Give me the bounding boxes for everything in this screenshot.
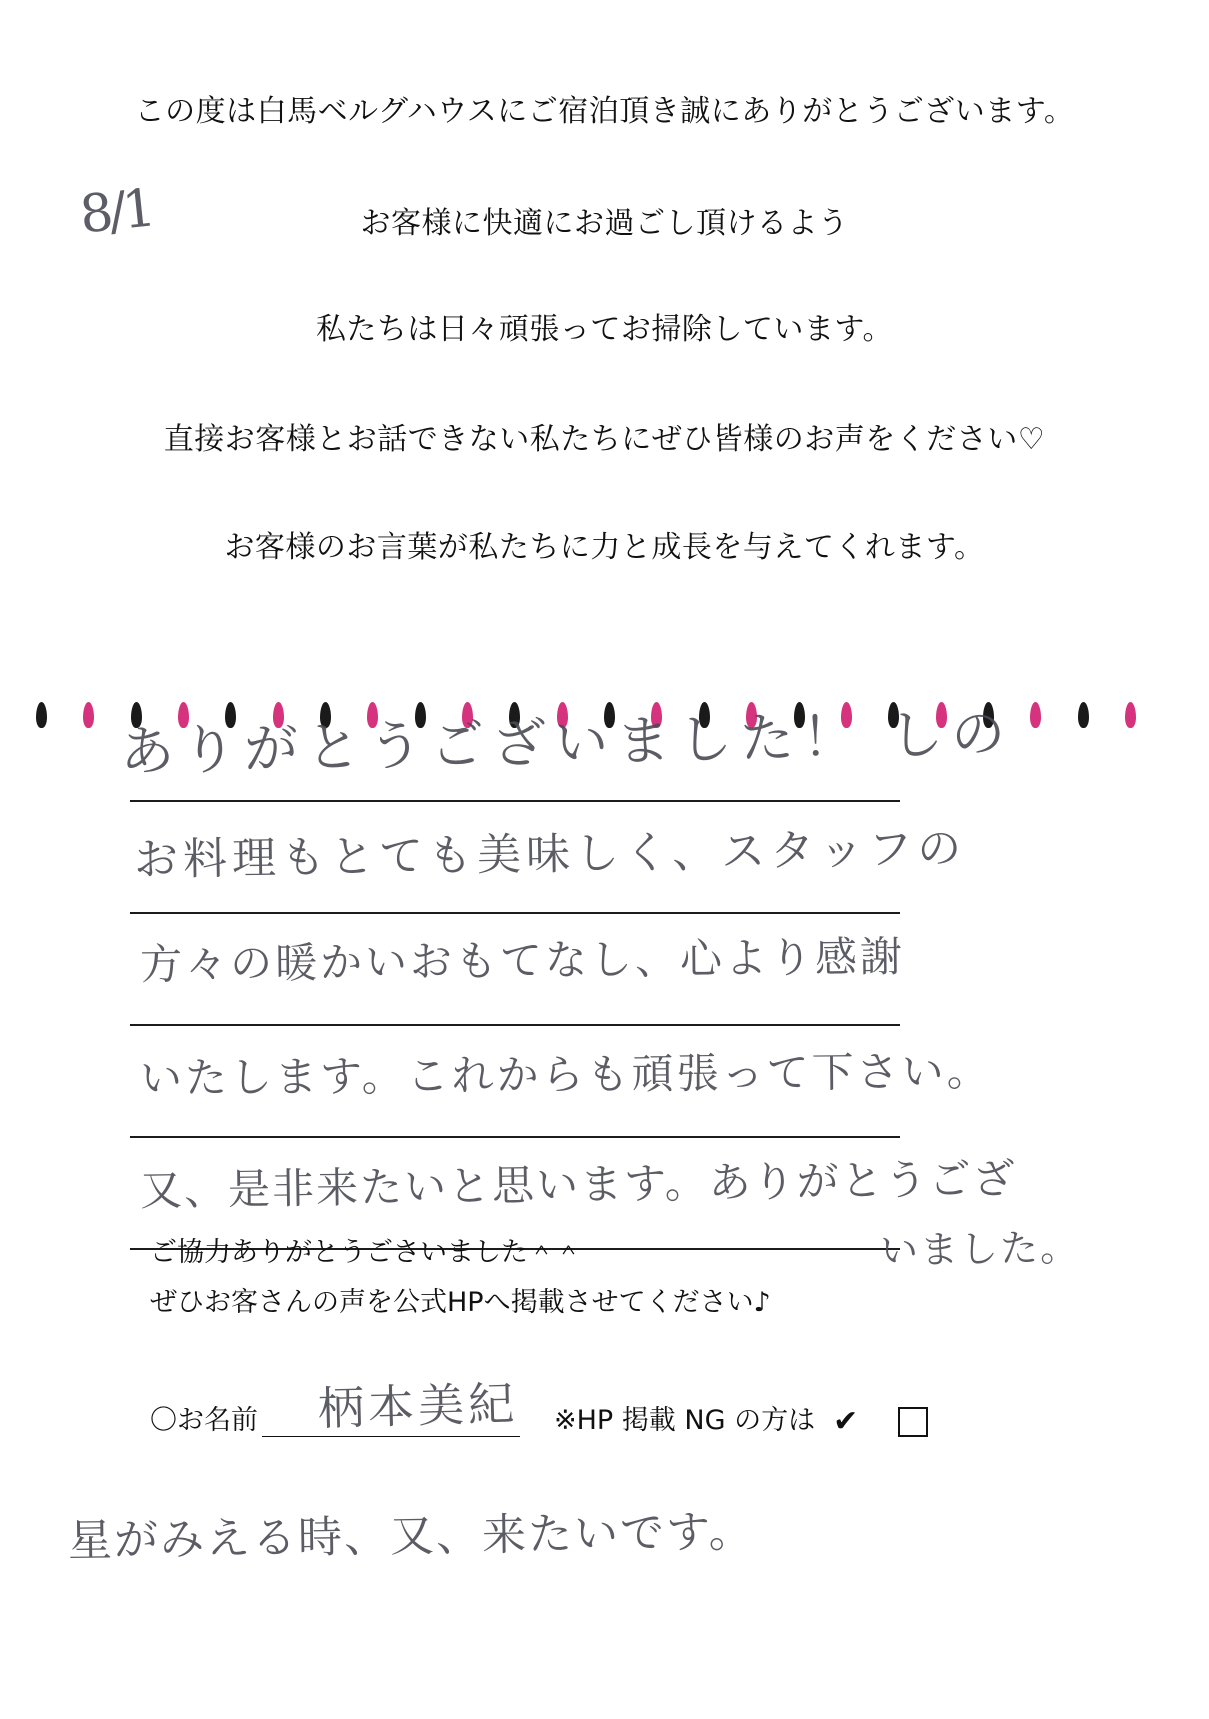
intro-line-3: 私たちは日々頑張ってお掃除しています。: [315, 312, 894, 347]
writing-rule-3: [130, 1024, 900, 1026]
name-and-ng-row: [150, 1398, 928, 1437]
handwritten-comment-line-3: 方々の暖かいおもてなし、心より感謝: [139, 931, 906, 990]
handwritten-comment-line-2: お料理もとても美味しく、スタッフの: [133, 823, 967, 886]
handwritten-comment-line-6: いました。: [879, 1225, 1081, 1273]
divider-tick: [36, 702, 47, 728]
intro-line-5: お客様のお言葉が私たちに力と成長を与えてくれます。: [224, 530, 985, 565]
handwritten-comment-line-4: いたします。これからも頑張って下さい。: [139, 1046, 992, 1103]
name-label: 〇お名前: [150, 1405, 258, 1436]
divider-tick: [1078, 702, 1089, 728]
intro-line-1: この度は白馬ベルグハウスにご宿泊頂き誠にありがとうございます。: [134, 94, 1075, 129]
intro-line-2: お客様に快適にお過ごし頂けるよう: [360, 206, 849, 241]
writing-rule-1: [130, 800, 900, 802]
ng-label: ※HP 掲載 NG の方は: [554, 1405, 816, 1436]
closing-line-1: ご協力ありがとうごさいました＾＾: [150, 1237, 582, 1268]
divider-tick: [1125, 702, 1136, 728]
printed-intro-block: [0, 0, 1209, 566]
handwritten-name: 柄本美紀: [317, 1376, 519, 1436]
check-icon: ✔: [833, 1404, 859, 1439]
divider-tick: [1030, 702, 1041, 728]
divider-tick: [83, 702, 94, 728]
handwritten-footer: 星がみえる時、又、来たいです。: [67, 1506, 755, 1567]
writing-rule-2: [130, 912, 900, 914]
handwritten-comment-line-5: 又、是非来たいと思います。ありがとうござ: [139, 1153, 1017, 1216]
handwritten-date: 8/1: [77, 178, 155, 246]
intro-line-4: 直接お客様とお話できない私たちにぜひ皆様のお声をください♡: [163, 422, 1046, 457]
handwritten-comment-line-1: ありがとうございました！ しの: [119, 701, 1014, 784]
closing-block: [150, 1228, 771, 1328]
writing-rule-4: [130, 1136, 900, 1138]
closing-line-2: ぜひお客さんの声を公式HPへ掲載させてください♪: [150, 1287, 771, 1318]
ng-checkbox[interactable]: [898, 1407, 928, 1437]
